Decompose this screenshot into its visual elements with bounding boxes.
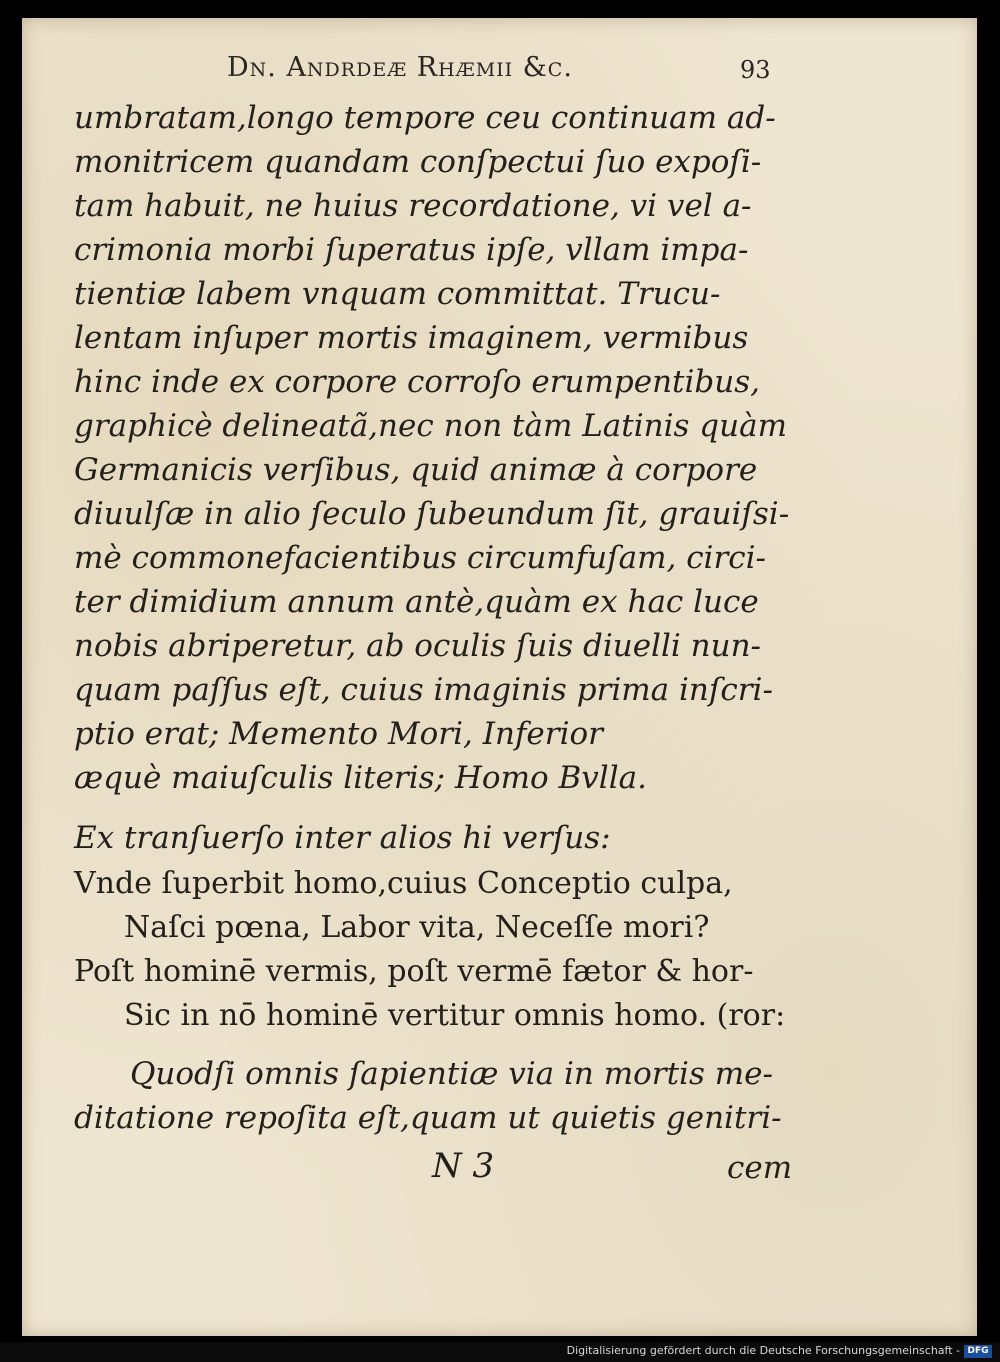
- page-header: [22, 52, 977, 92]
- text-line: quam paſſus eſt, cuius imaginis prima inſcri-: [74, 672, 773, 708]
- text-line: Ex tranſuerſo inter alios hi verſus:: [74, 820, 611, 856]
- dfg-logo-icon: DFG: [964, 1345, 992, 1358]
- verse-line: Sic in nō hominē vertitur omnis homo. (ror:: [124, 998, 786, 1033]
- book-page: [22, 18, 977, 1336]
- verse-line: Vnde ſuperbit homo,cuius Conceptio culpa,: [74, 866, 733, 901]
- text-line: Quodſi omnis ſapientiæ via in mortis me-: [130, 1056, 773, 1092]
- text-line: ter dimidium annum antè,quàm ex hac luce: [74, 584, 759, 620]
- catchword: cem: [727, 1150, 793, 1186]
- text-line: monitricem quandam conſpectui ſuo expoſi-: [74, 144, 762, 180]
- verse-line: Naſci pœna, Labor vita, Neceſſe mori?: [124, 910, 710, 945]
- text-line: graphicè delineatã,nec non tàm Latinis quàm: [74, 408, 787, 444]
- text-line: Germanicis verſibus, quid animæ à corpore: [74, 452, 758, 488]
- text-line: hinc inde ex corpore corroſo erumpentibus,: [74, 364, 760, 400]
- page-number: 93: [740, 56, 771, 84]
- text-line: crimonia morbi ſuperatus ipſe, vllam impa-: [74, 232, 749, 268]
- text-line: mè commonefacientibus circumfuſam, circi-: [74, 540, 767, 576]
- text-line: æquè maiuſculis literis; Homo Bvlla.: [74, 760, 647, 796]
- text-line: ditatione repoſita eſt,quam ut quietis genitri-: [74, 1100, 782, 1136]
- text-line: tam habuit, ne huius recordatione, vi vel a-: [74, 188, 752, 224]
- signature-mark: N 3: [432, 1146, 495, 1186]
- running-head: Dn. Andrdeæ Rhæmii &c.: [227, 52, 573, 83]
- text-line: umbratam,longo tempore ceu continuam ad-: [74, 100, 776, 136]
- text-line: ptio erat; Memento Mori, Inferior: [74, 716, 603, 752]
- text-line: tientiæ labem vnquam committat. Trucu-: [74, 276, 721, 312]
- text-line: nobis abriperetur, ab oculis ſuis diuelli nun-: [74, 628, 762, 664]
- text-line: diuulſæ in alio ſeculo ſubeundum ſit, grauiſsi-: [74, 496, 790, 532]
- digitization-credit: Digitalisierung gefördert durch die Deutsche Forschungsgemeinschaft -: [566, 1344, 960, 1357]
- verse-line: Poſt hominē vermis, poſt vermē fætor & hor-: [74, 954, 754, 989]
- text-line: lentam inſuper mortis imaginem, vermibus: [74, 320, 749, 356]
